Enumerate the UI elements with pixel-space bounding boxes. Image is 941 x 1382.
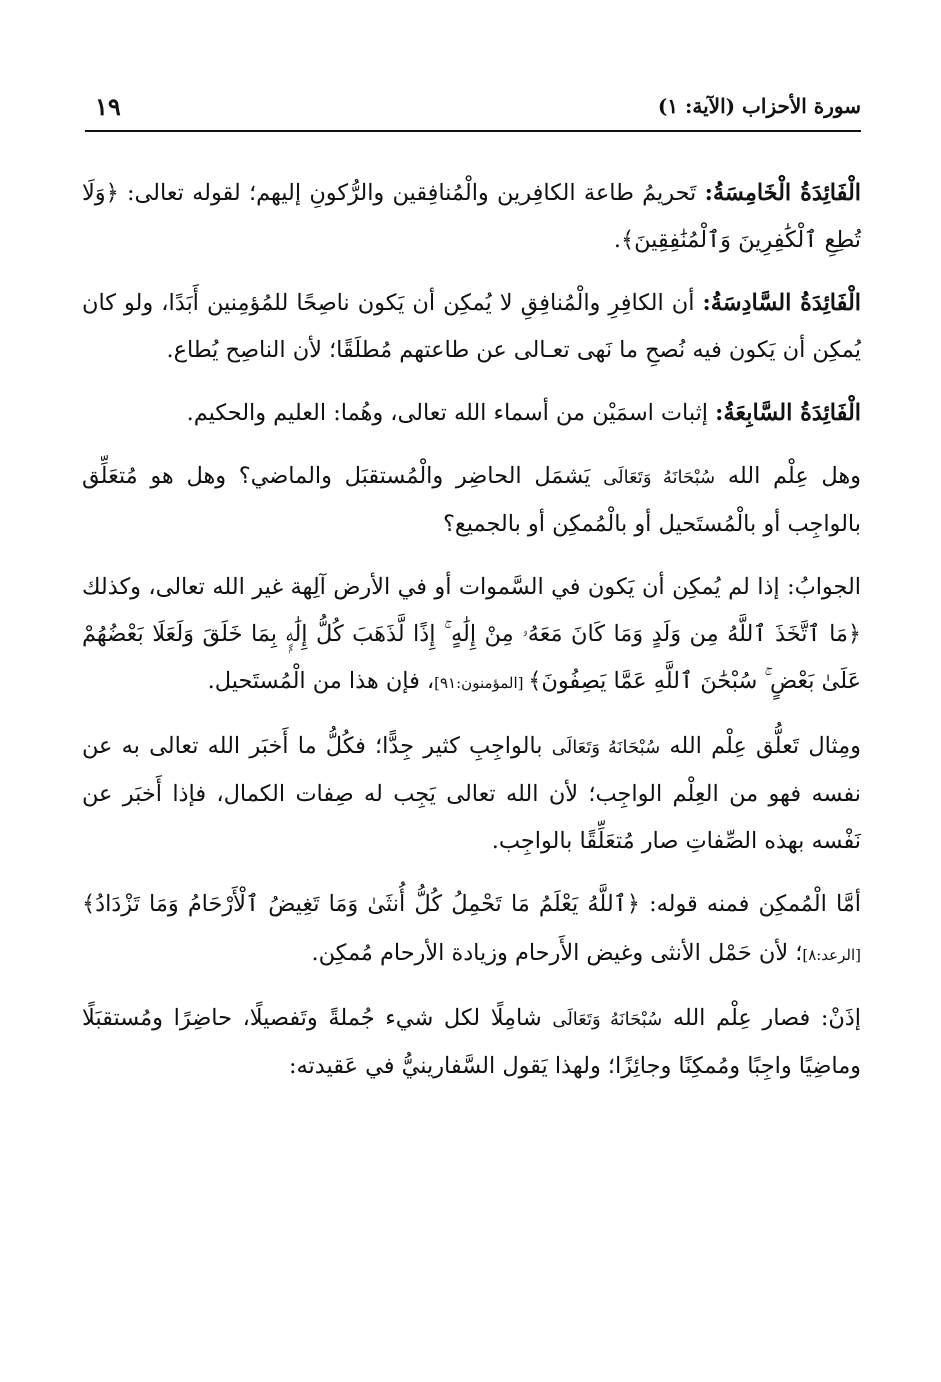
verse-reference: [المؤمنون:٩١] (434, 674, 529, 692)
quran-verse: ﴿ٱللَّهُ يَعْلَمُ مَا تَحْمِلُ كُلُّ أُنثَىٰ وَمَا تَغِيضُ ٱلْأَرْحَامُ وَمَا تَزْدَادُ﴾ (82, 891, 640, 917)
paragraph-text: شامِلًا لكل شيء جُملةً وتَفصيلًا، حاضِرًا ومُستقبَلًا وماضِيًا واجِبًا ومُمكِنًا وجائِزًا؛ ولهذا يَقول السَّفارينيُّ في عَقيدته: (82, 1005, 861, 1079)
benefit-heading: الْفَائِدَةُ الْخَامِسَةُ: (704, 180, 861, 206)
paragraph-text: بالواجِبِ كثير جِدًّا؛ فكُلُّ ما أَخبَر الله تعالى به عن نفسه فهو من العِلْم الواجِب؛ لأن الله تعالى يَجِب له صِفات الكمال، فإذا أَخبَر عن نَفْسه بهذه الصِّفاتِ صار مُتعَلِّقًا بالواجِب. (82, 733, 861, 854)
benefit-heading: الْفَائِدَةُ السَّادِسَةُ: (702, 290, 861, 316)
honorific: سُبْحَانَهُ وَتَعَالَى (551, 737, 661, 758)
paragraph-end: . (613, 227, 621, 253)
paragraph-text: الجوابُ: إذا لم يُمكِن أن يَكون في السَّموات أو في الأرض آلِهة غير الله تعالى، وكذلك (82, 574, 861, 600)
verse-reference: [الرعد:٨] (802, 946, 861, 964)
paragraph-question (82, 453, 861, 548)
paragraph-example-wajib (82, 723, 861, 865)
quran-verse: ﴿مَا ٱتَّخَذَ ٱللَّهُ مِن وَلَدٍ وَمَا كَانَ مَعَهُۥ مِنْ إِلَٰهٍ ۚ إِذًا لَّذَهَبَ كُلُّ إِلَٰهٍۭ بِمَا خَلَقَ وَلَعَلَا بَعْضُهُمْ عَلَىٰ بَعْضٍ ۚ سُبْحَٰنَ ٱللَّهِ عَمَّا يَصِفُونَ﴾ (82, 621, 861, 694)
paragraph-example-mumkin (82, 881, 861, 979)
paragraph-text: أن الكافِرِ والْمُنافِقِ لا يُمكِن أن يَكون ناصِحًا للمُؤمِنين أَبَدًا، ولو كان يُمكِن أن يَكون فيه نُصحِ ما نَهى تعـالى عن طاعتهم مُطلَقًا؛ لأن الناصِح يُطاع. (82, 290, 861, 363)
running-title: سورة الأحزاب (الآية: ١) (657, 94, 861, 118)
paragraph-text: إذَنْ: فصار عِلْم الله (662, 1005, 861, 1031)
honorific: سُبْحَانَهُ وَتَعَالَى (552, 1009, 663, 1030)
body-text (82, 170, 861, 1106)
paragraph-text: ، فإن هذا من الْمُستَحيل. (207, 668, 435, 694)
honorific: سُبْحَانَهُ وَتَعَالَى (603, 467, 716, 488)
paragraph-conclusion (82, 995, 861, 1090)
paragraph-text: وهل عِلْم الله (715, 463, 861, 489)
paragraph-text: تَحريمُ طاعة الكافِرين والْمُنافِقين والرُّكونِ إليهم؛ لقوله تعالى: (118, 180, 705, 206)
paragraph-sixth-benefit (82, 280, 861, 374)
paragraph-text: ؛ لأن حَمْل الأنثى وغيض الأَرحام وزيادة الأرحام مُمكِن. (311, 940, 803, 966)
page-header (85, 92, 861, 132)
paragraph-answer (82, 564, 861, 707)
paragraph-text: أمَّا الْمُمكِن فمنه قوله: (639, 891, 861, 917)
page-number: ١٩ (95, 92, 121, 121)
paragraph-text: إثبات اسمَيْن من أسماء الله تعالى، وهُما: العليم والحكيم. (186, 400, 716, 426)
paragraph-text: يَشمَل الحاضِر والْمُستقبَل والماضي؟ وهل هو مُتعَلِّق بالواجِب أو بالْمُستَحيل أو بالْمُمكِن أو بالجميع؟ (82, 463, 861, 537)
quran-verse: ﴿وَلَا تُطِعِ ٱلْكَٰفِرِينَ وَٱلْمُنَٰفِقِينَ﴾ (82, 180, 861, 253)
paragraph-text: ومِثال تَعلُّق عِلْم الله (660, 733, 861, 759)
paragraph-fifth-benefit (82, 170, 861, 264)
benefit-heading: الْفَائِدَةُ السَّابِعَةُ: (715, 400, 861, 426)
paragraph-seventh-benefit (82, 390, 861, 437)
